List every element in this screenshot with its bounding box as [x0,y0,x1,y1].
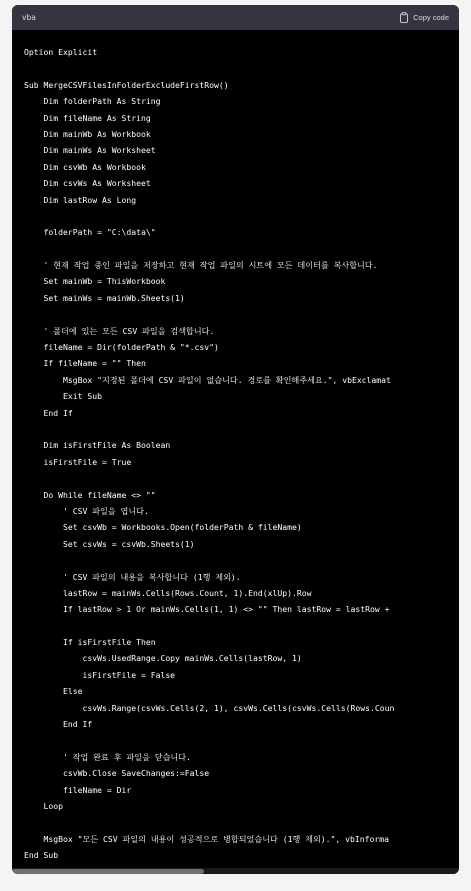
code-line: isFirstFile = False [24,669,176,680]
code-line: csvWb.Close SaveChanges:=False [24,768,210,779]
code-line: csvWs.UsedRange.Copy mainWs.Cells(lastRow, 1) [24,653,302,664]
horizontal-scrollbar[interactable] [12,868,459,874]
code-line: Dim csvWb As Workbook [24,161,146,172]
code-line: ' CSV 파일의 내용을 복사합니다 (1행 제외). [24,571,241,582]
code-line: Exit Sub [24,391,102,402]
code-line: Set csvWs = csvWb.Sheets(1) [24,538,195,549]
clipboard-icon [399,12,409,23]
copy-code-label: Copy code [413,13,449,22]
code-line [24,306,459,322]
code-line: Set csvWb = Workbooks.Open(folderPath & fileName) [24,522,302,533]
code-line: Dim folderPath As String [24,96,161,107]
code-line [24,552,459,568]
code-line: Sub MergeCSVFilesInFolderExcludeFirstRow() [24,79,229,90]
code-line: MsgBox "모든 CSV 파일의 내용이 성공적으로 병합되었습니다 (1행 제외).", vbInforma [24,833,389,844]
code-line: Else [24,686,83,697]
code-line: If isFirstFile Then [24,637,156,648]
code-line: Dim fileName As String [24,112,151,123]
code-line [24,814,459,830]
code-line: Set mainWs = mainWb.Sheets(1) [24,292,185,303]
scrollbar-thumb[interactable] [12,869,204,874]
code-line: End If [24,407,73,418]
code-block [12,5,459,874]
code-language-label: vba [22,13,36,22]
code-line: Dim isFirstFile As Boolean [24,440,171,451]
code-line: If lastRow > 1 Or mainWs.Cells(1, 1) <> "" Then lastRow = lastRow + [24,604,390,615]
code-line [24,618,459,634]
code-line: MsgBox "지정된 폴더에 CSV 파일이 없습니다. 경로를 확인해주세요.", vbExclamat [24,374,391,385]
code-line [24,60,459,76]
code-line: End If [24,719,93,730]
code-line: Set mainWb = ThisWorkbook [24,276,166,287]
code-line: End Sub [24,850,59,861]
code-line: If fileName = "" Then [24,358,146,369]
code-line: Do While fileName <> "" [24,489,156,500]
code-line: ' 작업 완료 후 파일을 닫습니다. [24,751,191,762]
code-line: Dim mainWs As Worksheet [24,145,156,156]
code-line: fileName = Dir(folderPath & "*.csv") [24,342,219,353]
code-line: lastRow = mainWs.Cells(Rows.Count, 1).End(xlUp).Row [24,587,312,598]
code-line: ' 폴더에 있는 모든 CSV 파일을 검색합니다. [24,325,215,336]
copy-code-button[interactable] [399,12,449,23]
code-line: ' CSV 파일을 엽니다. [24,505,149,516]
code-line: Option Explicit [24,47,98,57]
code-block-header [12,5,459,30]
code-line: Dim csvWs As Worksheet [24,178,151,189]
code-line: folderPath = "C:\data\" [24,227,156,238]
code-line: ' 현재 작업 중인 파일을 저장하고 현재 작업 파일의 시트에 모든 데이터를 복사합니다. [24,260,378,271]
code-line: fileName = Dir [24,784,132,795]
code-line [24,241,459,257]
code-line [24,732,459,748]
code-line: Dim lastRow As Long [24,194,137,205]
code-text [24,44,459,864]
code-line [24,470,459,486]
code-content[interactable] [12,30,459,874]
code-line [24,421,459,437]
code-line [24,208,459,224]
code-line: Loop [24,800,63,811]
code-line: Dim mainWb As Workbook [24,128,151,139]
code-line: isFirstFile = True [24,456,132,467]
code-line: csvWs.Range(csvWs.Cells(2, 1), csvWs.Cells(csvWs.Cells(Rows.Coun [24,702,395,713]
